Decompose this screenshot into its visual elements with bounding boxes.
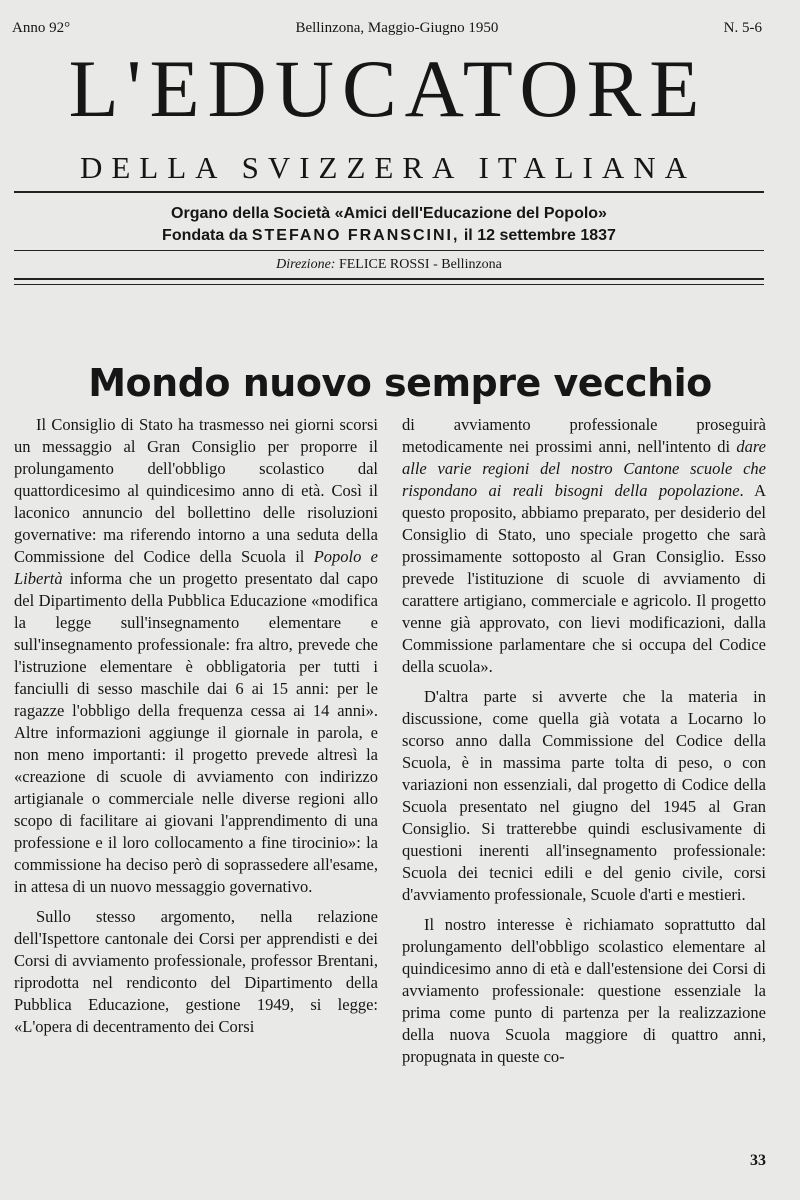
editorial-direction bbox=[14, 256, 764, 274]
paragraph-text: . A questo proposito, abbiamo preparato, per desiderio del Consiglio di Stato, uno speciale progetto che sarà prossimamente sottoposto al Gran Consiglio. Esso prevede l'istituzione di scuole di avviamento di carattere artigiano, commerciale e agricolo. Il progetto venne già approvato, con lievi modificazioni, dalla Commissione parlamentare che si occupa del Codice della scuola». bbox=[402, 481, 766, 676]
masthead-title: L'EDUCATORE bbox=[68, 43, 708, 134]
paragraph bbox=[402, 414, 766, 678]
place-date: Bellinzona, Maggio-Giugno 1950 bbox=[295, 19, 499, 36]
paragraph-text: di avviamento professionale proseguirà metodicamente nei prossimi anni, nell'intento di bbox=[402, 415, 766, 456]
volume-year: Anno 92° bbox=[12, 19, 71, 36]
article-title: Mondo nuovo sempre vecchio bbox=[88, 361, 712, 406]
paragraph bbox=[14, 414, 378, 898]
divider-rule bbox=[14, 250, 764, 251]
organ-line: Organo della Società «Amici dell'Educazione del Popolo» bbox=[171, 205, 607, 222]
direction-label: Direzione: bbox=[276, 257, 336, 272]
emphasized-text: dare alle varie regioni del nostro Cantone scuole che rispondano ai reali bisogni della popolazione bbox=[402, 437, 766, 500]
founding-date: il 12 settembre 1837 bbox=[463, 227, 616, 244]
divider-rule bbox=[14, 278, 764, 280]
article-column-left bbox=[14, 414, 378, 1046]
newspaper-name: Popolo e Libertà bbox=[14, 547, 378, 588]
founder-line bbox=[14, 225, 764, 247]
paragraph-text: informa che un progetto presentato dal capo del Dipartimento della Pubblica Educazione «modifica la legge sull'insegnamento elementare e sull'insegnamento professionale: fra altro, prevede che l'istruzione elementare è obbligatoria per tutti i fanciulli di sesso maschile dai 6 ai 15 anni: per le ragazze l'obbligo della frequenza cessa ai 14 anni». Altre informazioni aggiunge il giornale in parola, e non meno importanti: il progetto prevede altresì la «creazione di scuole di avviamento con indirizzo artigianale o commerciale nelle diverse regioni allo scopo di facilitare ai giovani l'apprendimento di una professione e il loro collocamento a fine tirocinio»: la commissione ha deciso però di soprassedere all'esame, in attesa di un nuovo messaggio governativo. bbox=[14, 569, 378, 896]
paragraph: Sullo stesso argomento, nella relazione dell'Ispettore cantonale dei Corsi per apprendisti e dei Corsi di avviamento professionale, professor Brentani, riprodotta nel rendiconto del Dipartimento della Pubblica Educazione, gestione 1949, si legge: «L'opera di decentramento dei Corsi bbox=[14, 907, 378, 1036]
article-column-right bbox=[402, 414, 766, 1076]
director-place: - Bellinzona bbox=[433, 257, 502, 272]
founder-prefix: Fondata da bbox=[162, 227, 248, 244]
divider-rule bbox=[14, 191, 764, 193]
divider-rule bbox=[14, 284, 764, 285]
masthead-subtitle: DELLA SVIZZERA ITALIANA bbox=[79, 150, 697, 185]
paragraph: Il nostro interesse è richiamato soprattutto dal prolungamento dell'obbligo scolastico elementare al quindicesimo anno di età e dall'estensione dei Corsi di avviamento professionale: questione essenziale la prima come punto di partenza per la realizzazione della nuova Scuola maggiore di quattro anni, propugnata in queste co- bbox=[402, 915, 766, 1066]
founder-name: STEFANO FRANSCINI, bbox=[251, 227, 460, 244]
issue-info-line bbox=[12, 18, 762, 38]
issue-number: N. 5-6 bbox=[723, 19, 762, 36]
director-name: FELICE ROSSI bbox=[338, 257, 430, 272]
organ-statement bbox=[14, 203, 764, 247]
paragraph-text: Il Consiglio di Stato ha trasmesso nei giorni scorsi un messaggio al Gran Consiglio per proporre il prolungamento dell'obbligo scolastico dal quattordicesimo al quindicesimo anno di età. Così il laconico annuncio del bollettino delle risoluzioni governative: ma riferendo intorno a una seduta della Commissione del Codice della Scuola il bbox=[14, 415, 378, 566]
page-number: 33 bbox=[750, 1152, 766, 1169]
paragraph: D'altra parte si avverte che la materia in discussione, come quella già votata a Locarno lo scorso anno dalla Commissione del Codice della Scuola, è in massima parte tolta di peso, o con variazioni non essenziali, dal progetto di Codice della Scuola presentato nel giugno del 1945 al Gran Consiglio. Si tratterebbe quindi esclusivamente di questioni inerenti all'insegnamento professionale: Scuola dei tecnici edili e del genio civile, corsi d'avviamento professionale, Scuole d'arti e mestieri. bbox=[402, 687, 766, 904]
